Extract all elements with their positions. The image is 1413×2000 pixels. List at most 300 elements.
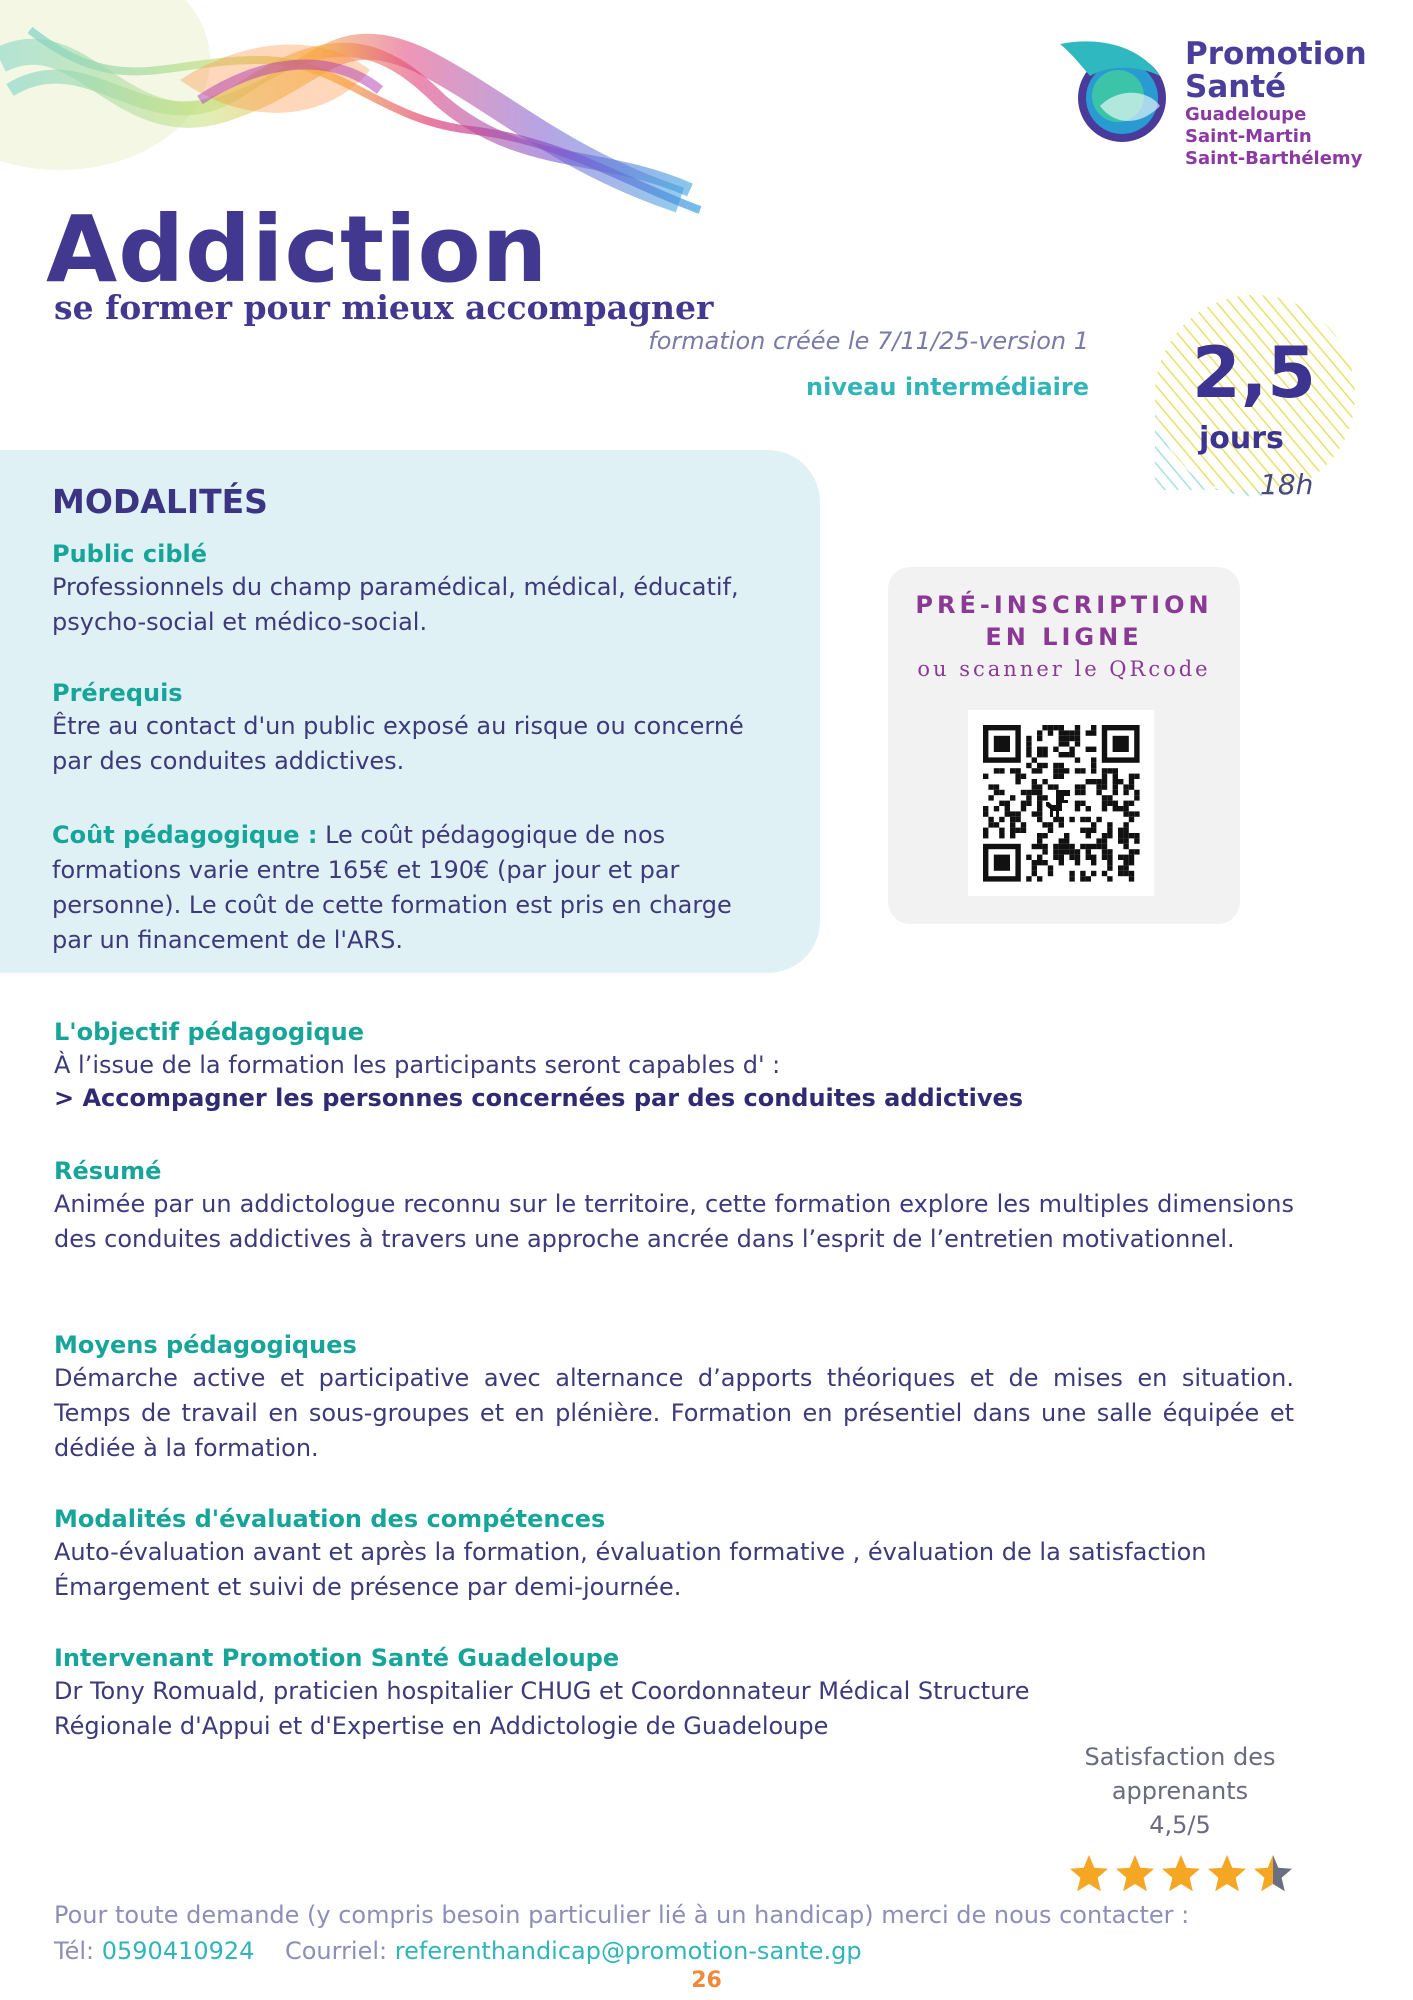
qr-module — [1123, 790, 1128, 795]
star-icon — [1208, 1855, 1246, 1891]
qr-module — [1080, 844, 1085, 849]
qr-module — [1069, 844, 1074, 849]
qr-module — [1096, 784, 1101, 789]
qr-module — [1032, 768, 1037, 773]
qr-module — [1048, 871, 1053, 876]
qr-module — [1123, 828, 1128, 833]
preinscription-title[interactable]: PRÉ-INSCRIPTION EN LIGNE — [915, 591, 1213, 651]
duration-badge — [1140, 290, 1360, 510]
qr-module — [1037, 747, 1042, 752]
qr-module — [1091, 730, 1096, 735]
qr-module — [1059, 774, 1064, 779]
qr-module — [1053, 784, 1058, 789]
qr-module — [1134, 849, 1139, 854]
qr-module — [1026, 747, 1031, 752]
qr-module — [1102, 779, 1107, 784]
qr-module — [994, 806, 999, 811]
moyens-section — [54, 1331, 1294, 1466]
qr-module — [1042, 833, 1047, 838]
qr-module — [1129, 849, 1134, 854]
qr-module — [1053, 855, 1058, 860]
qr-module — [1010, 795, 1015, 800]
qr-module — [1075, 768, 1080, 773]
qr-module — [1102, 833, 1107, 838]
qr-module — [1059, 817, 1064, 822]
qr-module — [1129, 811, 1134, 816]
qr-module — [1091, 822, 1096, 827]
qr-module — [1037, 844, 1042, 849]
qr-module — [1059, 822, 1064, 827]
duration-hours: 18h — [1260, 468, 1314, 501]
rating-stars — [1067, 1853, 1297, 1897]
qr-module — [1113, 806, 1118, 811]
qr-module — [1037, 736, 1042, 741]
qr-module — [999, 801, 1004, 806]
qr-module — [999, 768, 1004, 773]
star-icon — [1070, 1855, 1108, 1891]
qr-module — [1042, 822, 1047, 827]
qr-module — [1059, 736, 1064, 741]
qr-module — [1053, 725, 1058, 730]
cout-section — [52, 818, 772, 958]
qr-module — [1010, 822, 1015, 827]
qr-module — [1042, 747, 1047, 752]
qr-module — [1113, 768, 1118, 773]
qr-module — [1005, 801, 1010, 806]
qr-module — [1005, 806, 1010, 811]
qr-module — [1021, 806, 1026, 811]
qr-module — [999, 828, 1004, 833]
qr-module — [1075, 860, 1080, 865]
qr-module — [1080, 828, 1085, 833]
qr-module — [1091, 763, 1096, 768]
qr-module — [1075, 806, 1080, 811]
qr-module — [988, 795, 993, 800]
qr-module — [1037, 784, 1042, 789]
qr-module — [1005, 811, 1010, 816]
qr-module — [999, 833, 1004, 838]
qr-module — [1091, 871, 1096, 876]
page-title: Addiction — [46, 196, 549, 303]
qr-module — [1102, 784, 1107, 789]
qr-module — [1107, 801, 1112, 806]
qr-module — [1129, 833, 1134, 838]
preinscription-subtitle: ou scanner le QRcode — [917, 657, 1211, 681]
star-icon — [1162, 1855, 1200, 1891]
qr-module — [1107, 865, 1112, 870]
qr-module — [1134, 833, 1139, 838]
qr-module — [1096, 838, 1101, 843]
qr-module — [1059, 768, 1064, 773]
qr-module — [1059, 844, 1064, 849]
qr-module — [1080, 876, 1085, 881]
qr-module — [1069, 747, 1074, 752]
qr-module — [1010, 817, 1015, 822]
qr-module — [1096, 844, 1101, 849]
qr-module — [1032, 757, 1037, 762]
qr-module — [983, 806, 988, 811]
qr-module — [983, 811, 988, 816]
qr-module — [1091, 844, 1096, 849]
qr-module — [1064, 741, 1069, 746]
qr-module — [1042, 844, 1047, 849]
qr-module — [1042, 849, 1047, 854]
qr-module — [994, 790, 999, 795]
qr-module — [1064, 838, 1069, 843]
duration-unit: jours — [1199, 421, 1284, 456]
cout-text: Le coût pédagogique de nos formations varie entre 165€ et 190€ (par jour et par personne). Le coût de cette formation est pris en charge par un financement de l'ARS. — [52, 821, 732, 954]
logo-title-line1: Promotion — [1185, 36, 1367, 72]
qr-module — [1134, 811, 1139, 816]
objectif-item: > Accompagner les personnes concernées par des conduites addictives — [54, 1084, 1024, 1112]
qr-module — [1021, 828, 1026, 833]
qr-module — [999, 817, 1004, 822]
qr-module — [1091, 725, 1096, 730]
qr-module — [1096, 779, 1101, 784]
qr-module — [1059, 730, 1064, 735]
qr-module — [1042, 763, 1047, 768]
qr-module — [1086, 730, 1091, 735]
footer-tel-label: Tél: — [54, 1937, 95, 1965]
qr-module — [1129, 784, 1134, 789]
qr-module — [1091, 757, 1096, 762]
cout-label: Coût pédagogique : — [52, 821, 318, 849]
qr-module — [1123, 860, 1128, 865]
qr-module — [1123, 838, 1128, 843]
qr-module — [1026, 795, 1031, 800]
qr-module — [1069, 849, 1074, 854]
qr-module — [1091, 779, 1096, 784]
qr-module — [1086, 833, 1091, 838]
qr-module — [1037, 860, 1042, 865]
footer-mail-link[interactable]: referenthandicap@promotion-sante.gp — [394, 1937, 862, 1965]
qr-module — [1118, 871, 1123, 876]
qr-module — [1129, 779, 1134, 784]
qr-module — [1102, 849, 1107, 854]
dinosaur-icon — [1046, 790, 1070, 817]
footer-tel-link[interactable]: 0590410924 — [101, 1937, 255, 1965]
qr-module — [1037, 790, 1042, 795]
qr-module — [1107, 855, 1112, 860]
qr-finder — [994, 855, 1010, 871]
qr-module — [988, 784, 993, 789]
qr-module — [1134, 838, 1139, 843]
qr-module — [1053, 844, 1058, 849]
logo-title-line2: Santé — [1185, 69, 1287, 105]
qr-module — [1037, 806, 1042, 811]
qr-module — [1042, 860, 1047, 865]
qr-module — [1010, 833, 1015, 838]
qr-module — [1118, 865, 1123, 870]
qr-module — [1032, 790, 1037, 795]
qr-module — [1118, 828, 1123, 833]
qr-module — [1026, 736, 1031, 741]
qr-module — [1037, 817, 1042, 822]
logo-region-1: Guadeloupe — [1185, 104, 1307, 125]
qr-module — [1059, 741, 1064, 746]
qr-module — [1032, 779, 1037, 784]
promotion-sante-logo — [1060, 36, 1400, 186]
qr-module — [1075, 741, 1080, 746]
qr-module — [1129, 801, 1134, 806]
qr-module — [1053, 768, 1058, 773]
qr-module — [1123, 801, 1128, 806]
qr-module — [1010, 811, 1015, 816]
objectif-section — [54, 1018, 1294, 1116]
qr-module — [1059, 725, 1064, 730]
qr-module — [1015, 779, 1020, 784]
qr-module — [1080, 790, 1085, 795]
qr-module — [1015, 774, 1020, 779]
evaluation-line-2: Émargement et suivi de présence par demi-journée. — [54, 1573, 682, 1601]
qr-module — [1037, 730, 1042, 735]
qr-module — [1037, 811, 1042, 816]
qr-module — [1096, 790, 1101, 795]
evaluation-label: Modalités d'évaluation des compétences — [54, 1505, 606, 1533]
qr-module — [1021, 822, 1026, 827]
qr-module — [1037, 795, 1042, 800]
duration-days: 2,5 — [1192, 332, 1317, 414]
qr-module — [1123, 811, 1128, 816]
qr-module — [1026, 752, 1031, 757]
qr-module — [1113, 779, 1118, 784]
qr-module — [1086, 876, 1091, 881]
qr-module — [1086, 747, 1091, 752]
qr-module — [1032, 871, 1037, 876]
qr-module — [1021, 774, 1026, 779]
qr-module — [1037, 752, 1042, 757]
intervenant-label: Intervenant Promotion Santé Guadeloupe — [54, 1644, 620, 1672]
qr-module — [1053, 774, 1058, 779]
qr-module — [1069, 855, 1074, 860]
qr-module — [1086, 828, 1091, 833]
qr-module — [1096, 817, 1101, 822]
qr-module — [1091, 747, 1096, 752]
qr-module — [1037, 801, 1042, 806]
qr-module — [1069, 736, 1074, 741]
qr-module — [1048, 822, 1053, 827]
qr-module — [1032, 811, 1037, 816]
resume-label: Résumé — [54, 1157, 162, 1185]
qr-module — [1069, 871, 1074, 876]
qr-module — [1102, 768, 1107, 773]
qr-module — [1059, 860, 1064, 865]
qr-module — [1048, 725, 1053, 730]
qr-module — [1075, 855, 1080, 860]
qr-module — [1107, 828, 1112, 833]
qr-module — [1069, 876, 1074, 881]
qr-module — [1086, 779, 1091, 784]
contact-footer — [54, 1897, 1189, 1969]
logo-swirl-icon — [1060, 36, 1180, 146]
qr-module — [1080, 801, 1085, 806]
qr-module — [1015, 817, 1020, 822]
qr-module — [1102, 774, 1107, 779]
page-subtitle: se former pour mieux accompagner — [54, 288, 714, 327]
qr-module — [1075, 757, 1080, 762]
qr-module — [1129, 817, 1134, 822]
qr-module — [1118, 855, 1123, 860]
preinscription-card[interactable] — [888, 567, 1240, 924]
qr-module — [1075, 790, 1080, 795]
qr-module — [1134, 790, 1139, 795]
qr-module — [1059, 763, 1064, 768]
public-cible-section — [52, 540, 772, 640]
qr-module — [1091, 860, 1096, 865]
qr-module — [1107, 849, 1112, 854]
qr-module — [1123, 806, 1128, 811]
qr-module — [1053, 763, 1058, 768]
evaluation-line-1: Auto-évaluation avant et après la formation, évaluation formative , évaluation de la satisfaction — [54, 1538, 1207, 1566]
qr-module — [1032, 844, 1037, 849]
qr-module — [1026, 790, 1031, 795]
qr-module — [1048, 730, 1053, 735]
qr-module — [1037, 855, 1042, 860]
intervenant-text: Dr Tony Romuald, praticien hospitalier CHUG et Coordonnateur Médical Structure Régionale d'Appui et d'Expertise en Addictologie de Guadeloupe — [54, 1677, 1030, 1740]
qr-module — [1129, 860, 1134, 865]
qr-module — [988, 817, 993, 822]
qr-module — [1048, 865, 1053, 870]
qr-module — [1091, 828, 1096, 833]
qr-module — [1064, 849, 1069, 854]
qr-module — [1032, 784, 1037, 789]
satisfaction-label-1: Satisfaction des — [1084, 1743, 1276, 1771]
qr-module — [1102, 795, 1107, 800]
intervenant-section — [54, 1644, 1094, 1744]
qr-module — [1123, 865, 1128, 870]
public-cible-label: Public ciblé — [52, 540, 208, 568]
qr-module — [1134, 795, 1139, 800]
qr-module — [1129, 855, 1134, 860]
qr-module — [1123, 855, 1128, 860]
qr-module — [1026, 801, 1031, 806]
qr-module — [1042, 779, 1047, 784]
qr-module — [1118, 806, 1123, 811]
qr-module — [1037, 768, 1042, 773]
objectif-label: L'objectif pédagogique — [54, 1018, 364, 1046]
qr-module — [1129, 876, 1134, 881]
qr-module — [1059, 752, 1064, 757]
public-cible-text: Professionnels du champ paramédical, médical, éducatif, psycho-social et médico-social. — [52, 573, 739, 636]
qr-finder — [1113, 736, 1129, 752]
qr-module — [1129, 871, 1134, 876]
qr-module — [1064, 768, 1069, 773]
qr-module — [1037, 876, 1042, 881]
star-icon — [1116, 1855, 1154, 1891]
qr-module — [1129, 774, 1134, 779]
qr-module — [1064, 752, 1069, 757]
qr-module — [1102, 801, 1107, 806]
qr-module — [1059, 849, 1064, 854]
qr-module — [1086, 849, 1091, 854]
qr-module — [1123, 784, 1128, 789]
qr-module — [1107, 860, 1112, 865]
qr-module — [1053, 849, 1058, 854]
qr-module — [983, 833, 988, 838]
resume-section — [54, 1157, 1294, 1257]
qr-module — [1123, 844, 1128, 849]
prerequis-section — [52, 679, 787, 779]
qr-module — [1015, 828, 1020, 833]
qr-module — [1053, 817, 1058, 822]
qr-module — [1064, 844, 1069, 849]
qr-module — [1026, 855, 1031, 860]
footer-contact-line: Pour toute demande (y compris besoin particulier lié à un handicap) merci de nous contacter : — [54, 1901, 1190, 1929]
qr-code-icon[interactable] — [968, 710, 1154, 896]
qr-module — [1048, 784, 1053, 789]
qr-module — [1086, 817, 1091, 822]
qr-module — [1064, 730, 1069, 735]
qr-module — [1102, 838, 1107, 843]
qr-module — [1075, 725, 1080, 730]
qr-module — [1021, 790, 1026, 795]
resume-text: Animée par un addictologue reconnu sur le territoire, cette formation explore les multiples dimensions des conduites addictives à travers une approche ancrée dans l’esprit de l’entretien motivationnel. — [54, 1190, 1294, 1253]
qr-module — [1048, 828, 1053, 833]
prerequis-label: Prérequis — [52, 679, 183, 707]
qr-module — [1026, 876, 1031, 881]
logo-region-3: Saint-Barthélemy — [1185, 148, 1363, 169]
prerequis-text: Être au contact d'un public exposé au risque ou concerné par des conduites addictives. — [52, 712, 744, 775]
qr-module — [1123, 871, 1128, 876]
qr-module — [1118, 838, 1123, 843]
qr-module — [1015, 768, 1020, 773]
qr-module — [1123, 833, 1128, 838]
qr-module — [1069, 752, 1074, 757]
evaluation-section — [54, 1505, 1294, 1605]
qr-module — [1037, 763, 1042, 768]
qr-module — [1059, 855, 1064, 860]
qr-module — [1102, 806, 1107, 811]
objectif-intro: À l’issue de la formation les participants seront capables d' : — [54, 1051, 781, 1079]
qr-module — [1075, 784, 1080, 789]
qr-module — [983, 828, 988, 833]
qr-module — [1086, 844, 1091, 849]
qr-module — [1026, 741, 1031, 746]
qr-module — [1102, 871, 1107, 876]
qr-module — [1086, 855, 1091, 860]
qr-module — [999, 790, 1004, 795]
satisfaction-block — [1040, 1740, 1320, 1842]
qr-finder — [994, 736, 1010, 752]
qr-module — [1091, 768, 1096, 773]
qr-module — [1015, 811, 1020, 816]
qr-module — [1021, 801, 1026, 806]
qr-module — [1042, 752, 1047, 757]
qr-module — [1123, 822, 1128, 827]
qr-module — [1107, 822, 1112, 827]
qr-module — [1064, 833, 1069, 838]
qr-module — [1091, 855, 1096, 860]
creation-date: formation créée le 7/11/25-version 1 — [648, 327, 1089, 355]
satisfaction-score: 4,5/5 — [1149, 1811, 1211, 1839]
qr-module — [1010, 768, 1015, 773]
qr-module — [1075, 736, 1080, 741]
qr-module — [1113, 784, 1118, 789]
footer-mail-label: Courriel: — [284, 1937, 388, 1965]
star-icon — [1254, 1855, 1292, 1891]
qr-module — [1080, 784, 1085, 789]
qr-module — [1107, 876, 1112, 881]
qr-module — [1032, 865, 1037, 870]
qr-module — [1075, 801, 1080, 806]
qr-module — [1059, 838, 1064, 843]
logo-region-2: Saint-Martin — [1185, 126, 1312, 147]
qr-module — [1042, 795, 1047, 800]
qr-module — [1069, 817, 1074, 822]
satisfaction-label-2: apprenants — [1111, 1777, 1249, 1805]
qr-module — [1080, 768, 1085, 773]
qr-module — [1102, 844, 1107, 849]
